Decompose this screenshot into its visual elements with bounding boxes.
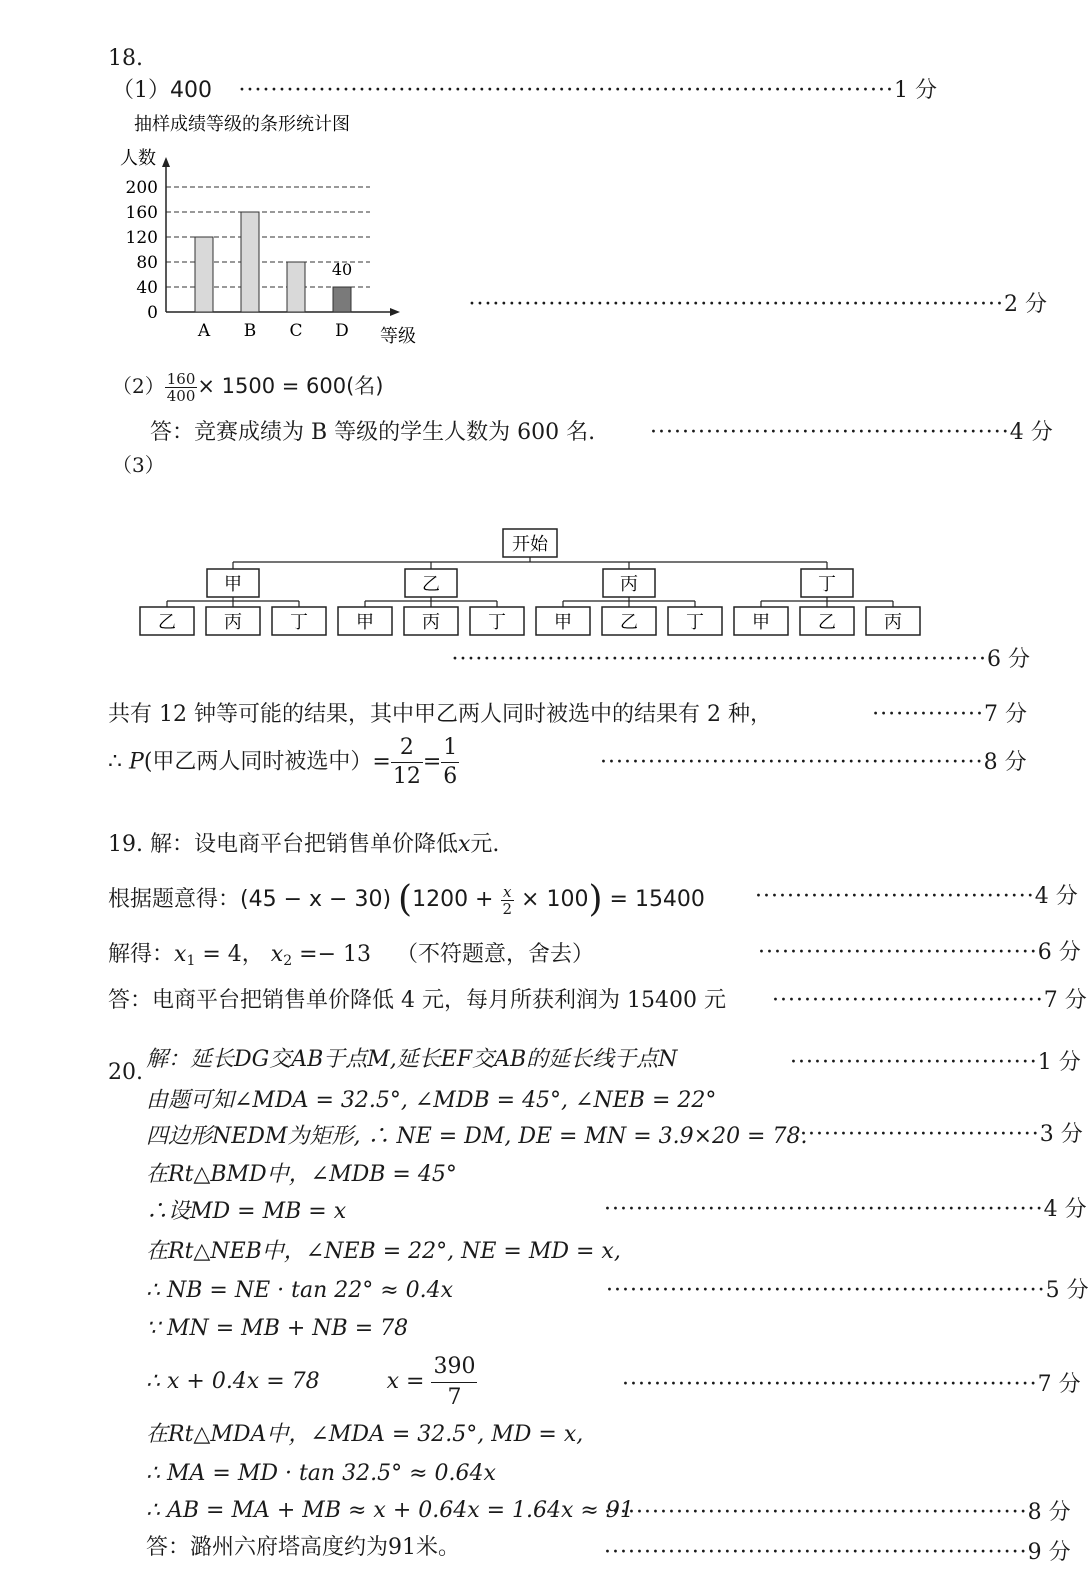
q20-line11: ∴ MA = MD · tan 32.5° ≈ 0.64x: [146, 1461, 496, 1486]
y-tick-label: 80: [136, 253, 158, 273]
q20-l9-score: 7 分: [1037, 1372, 1081, 1397]
q19-answer: 答：电商平台把销售单价降低 4 元，每月所获利润为 15400 元: [108, 988, 726, 1013]
tree-level2-label: 乙: [818, 612, 836, 633]
tree-level2-label: 乙: [158, 612, 176, 633]
q20-l7-score: 5 分: [1045, 1278, 1089, 1303]
fraction-denominator: 6: [443, 764, 458, 789]
q18-part2-label: （2）: [112, 374, 165, 398]
chart-score: 2 分: [1004, 292, 1047, 317]
q20-line6: 在Rt△NEB中，∠NEB = 22°, NE = MD = x,: [146, 1239, 621, 1264]
tree-level2-label: 乙: [620, 612, 638, 633]
tree-level1-label: 乙: [422, 574, 440, 595]
q19-eq-prefix: 根据题意得：: [108, 887, 241, 912]
tree-level2-label: 丙: [422, 612, 440, 633]
q20-l3-score-line: ······························3 分: [800, 1122, 1083, 1147]
prob-event: (甲乙两人同时被选中）=: [143, 749, 391, 775]
x-tick-label: D: [335, 321, 349, 341]
q18-part2: [112, 366, 384, 407]
x1-var: x: [174, 942, 187, 967]
prob-fraction-2: [441, 734, 459, 791]
chart-title: 抽样成绩等级的条形统计图: [134, 114, 350, 135]
fraction-numerator: x: [501, 884, 515, 901]
tree-level1-label: 丁: [818, 574, 836, 595]
q18-result-score-line: ··············7 分: [872, 702, 1027, 727]
q19-setup-text: 19. 解：设电商平台把销售单价降低: [108, 832, 458, 857]
fraction-denominator: 2: [502, 899, 513, 918]
q19-eq-score-line: ···································4 分: [755, 884, 1078, 909]
q18-part2-expression: × 1500 = 600(名): [197, 374, 384, 398]
y-axis-arrow: [162, 157, 170, 167]
tree-level2-label: 甲: [554, 612, 572, 633]
fraction-denominator: 7: [447, 1384, 462, 1410]
bar-a: [195, 237, 213, 312]
q19-equation: 根据题意得：(45 − x − 30) (1200 + $\frac{x}{2}$ × 100) = 15400: [108, 879, 705, 920]
data-label: 40: [331, 260, 353, 279]
q18-probability: [108, 734, 459, 791]
tree-level1-label: 甲: [224, 574, 242, 595]
q19-line1: [108, 832, 499, 858]
tree-level2-label: 甲: [752, 612, 770, 633]
q20-l5-score-line: ·······················································4 分: [604, 1197, 1087, 1222]
fraction-denominator: 400: [166, 386, 196, 405]
tree-diagram: [130, 525, 930, 640]
therefore-symbol: ∴: [108, 749, 122, 775]
q20-line12: ∴ AB = MA + MB ≈ x + 0.64x = 1.64x ≈ 91: [146, 1498, 634, 1523]
y-tick-label: 160: [125, 203, 158, 223]
chart-score-line: ···································································2 分: [468, 292, 1047, 317]
bar-b: [241, 212, 259, 312]
x-tick-label: C: [289, 321, 303, 341]
chart-xlabel: 等级: [380, 326, 416, 347]
q18-part1-score: 1 分: [894, 78, 937, 103]
q20-line7: ∴ NB = NE · tan 22° ≈ 0.4x: [146, 1278, 454, 1303]
q20-l12-score: 8 分: [1027, 1500, 1071, 1525]
q18-result-score: 7 分: [984, 702, 1027, 727]
q18-part2-score-line: ·············································4 分: [650, 420, 1053, 445]
q19-eq-left: (45 − x − 30): [240, 887, 392, 912]
chart-ylabel: 人数: [120, 148, 156, 169]
q20-line3: 四边形NEDM为矩形, ∴ NE = DM, DE = MN = 3.9×20 = 78.: [146, 1124, 808, 1149]
x-tick-label: A: [197, 321, 211, 341]
q20-l13-score: 9 分: [1027, 1540, 1071, 1565]
q19-answer-score-line: ··································7 分: [772, 988, 1087, 1013]
q19-solution: [108, 942, 594, 974]
q19-eq-score: 4 分: [1034, 884, 1078, 909]
q18-part3-label: （3）: [112, 453, 165, 477]
tree-level2-label: 丁: [488, 612, 506, 633]
y-tick-label: 120: [125, 228, 158, 248]
q18-part2-score: 4 分: [1009, 420, 1053, 445]
x2-subscript: 2: [283, 953, 293, 969]
tree-root-label: 开始: [512, 534, 548, 555]
q18-part1-score-line: ··················································································1 分: [238, 78, 937, 103]
q20-l12-score-line: ·····················································8 分: [604, 1500, 1071, 1525]
q20-line8: ∵ MN = MB + NB = 78: [146, 1316, 409, 1341]
q18-result-text: 共有 12 钟等可能的结果，其中甲乙两人同时被选中的结果有 2 种，: [108, 702, 772, 727]
q19-sol-note: （不符题意，舍去）: [396, 942, 595, 967]
y-tick-label: 0: [147, 303, 158, 323]
q19-answer-score: 7 分: [1043, 988, 1087, 1013]
bar-c: [287, 262, 305, 312]
x-tick-label: B: [243, 321, 257, 341]
fraction-numerator: 160: [166, 369, 196, 388]
q19-variable: x: [457, 832, 471, 857]
tree-level2-label: 丙: [224, 612, 242, 633]
q20-line5: ∴设MD = MB = x: [146, 1199, 347, 1224]
q19-unit: 元.: [470, 832, 500, 857]
q20-line2: 由题可知∠MDA = 32.5°, ∠MDB = 45°, ∠NEB = 22°: [146, 1088, 717, 1113]
y-tick-label: 200: [125, 178, 158, 198]
x2-value: =− 13: [299, 942, 371, 967]
prob-P: P: [129, 749, 144, 775]
fraction-denominator: 12: [392, 764, 421, 789]
q20-l13-score-line: ·····················································9 分: [604, 1540, 1071, 1565]
x1-value: = 4，: [202, 942, 264, 967]
q18-part1-answer: 400: [170, 78, 212, 103]
q20-l9-fraction: [431, 1352, 477, 1413]
q20-line9: [146, 1350, 477, 1414]
tree-score-line: ···································································6 分: [451, 647, 1030, 672]
prob-fraction-1: [391, 734, 423, 791]
fraction-numerator: 390: [431, 1352, 477, 1383]
q19-sol-score-line: ···································6 分: [758, 940, 1081, 965]
bar-d: [333, 287, 351, 312]
q18-part2-answer: 答：竞赛成绩为 B 等级的学生人数为 600 名.: [150, 420, 596, 445]
tree-level2-label: 丁: [686, 612, 704, 633]
q19-eq-fraction: [501, 884, 515, 917]
fraction-numerator: 2: [391, 734, 423, 763]
q20-l7-score-line: ·······················································5 分: [606, 1278, 1089, 1303]
q20-l9-equation: ∴ x + 0.4x = 78: [146, 1369, 320, 1394]
q20-l3-score: 3 分: [1039, 1122, 1083, 1147]
q18-number: 18.: [108, 46, 143, 71]
prob-equals: =: [422, 749, 442, 775]
q18-prob-score-line: ················································8 分: [600, 750, 1027, 775]
tree-score: 6 分: [987, 647, 1030, 672]
q20-l1-score: 1 分: [1037, 1050, 1081, 1075]
q18-prob-score: 8 分: [983, 750, 1027, 775]
q20-l9-score-line: ····················································7 分: [622, 1372, 1081, 1397]
q19-sol-score: 6 分: [1037, 940, 1081, 965]
tree-level2-label: 丁: [290, 612, 308, 633]
q20-line13: 答：潞州六府塔高度约为91米。: [146, 1535, 460, 1560]
y-tick-label: 40: [136, 278, 158, 298]
fraction-numerator: 1: [441, 734, 459, 763]
q18-part1: [112, 78, 212, 104]
x2-var: x: [270, 942, 284, 967]
q19-eq-inner-b: × 100: [521, 887, 589, 912]
q20-l5-score: 4 分: [1043, 1197, 1087, 1222]
q20-line4: 在Rt△BMD中，∠MDB = 45°: [146, 1162, 457, 1187]
q18-part2-fraction: [165, 371, 198, 404]
q20-line1: 解：延长DG交AB于点M,延长EF交AB的延长线于点N: [146, 1047, 678, 1072]
bar-chart: [110, 108, 440, 358]
q19-sol-prefix: 解得：: [108, 942, 175, 967]
x1-subscript: 1: [186, 953, 196, 969]
q20-l9-x: x =: [386, 1369, 425, 1394]
q20-l1-score-line: ·······························1 分: [790, 1050, 1081, 1075]
q18-part1-label: （1）: [112, 78, 170, 103]
q19-eq-right: = 15400: [609, 887, 705, 912]
q20-line10: 在Rt△MDA中，∠MDA = 32.5°, MD = x,: [146, 1422, 584, 1447]
tree-level2-label: 丙: [884, 612, 902, 633]
q19-eq-inner-a: 1200 +: [412, 887, 494, 912]
q20-number: 20.: [108, 1060, 143, 1085]
tree-level1-label: 丙: [620, 574, 638, 595]
x-axis-arrow: [390, 308, 400, 316]
tree-level2-label: 甲: [356, 612, 374, 633]
